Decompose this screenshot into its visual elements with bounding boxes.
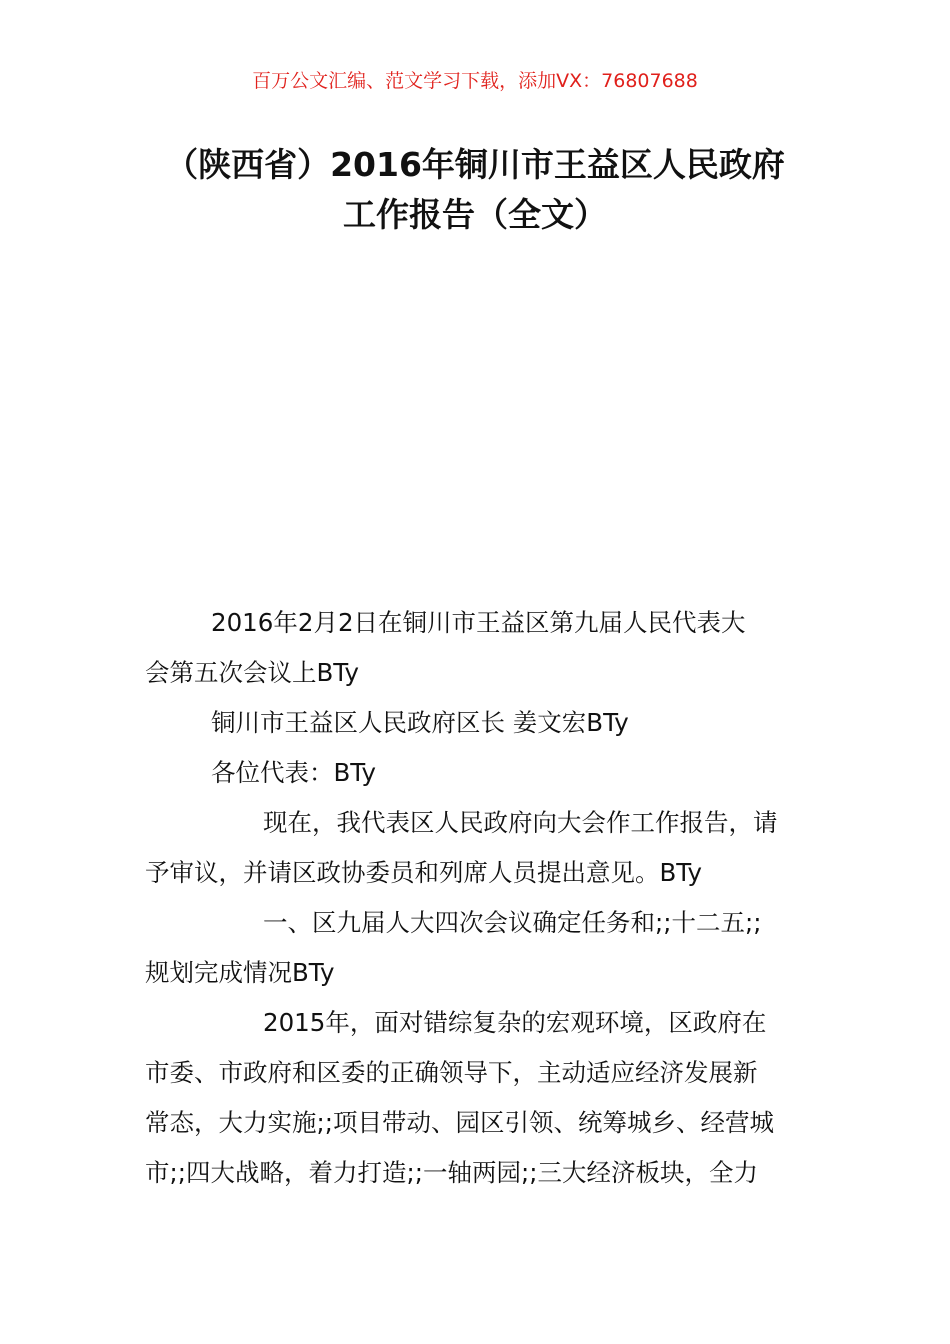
- body-line: 现在，我代表区人民政府向大会作工作报告，请: [263, 808, 778, 837]
- body-line: 各位代表：BTy: [211, 758, 376, 787]
- body-line: 市委、市政府和区委的正确领导下，主动适应经济发展新: [145, 1058, 758, 1087]
- body-line: 市;;四大战略，着力打造;;一轴两园;;三大经济板块，全力: [145, 1158, 759, 1187]
- body-line: 2015年，面对错综复杂的宏观环境，区政府在: [263, 1008, 767, 1037]
- header-note: 百万公文汇编、范文学习下载，添加VX：76807688: [252, 70, 698, 92]
- body-line: 会第五次会议上BTy: [145, 658, 359, 687]
- document-title-line-2: 工作报告（全文）: [343, 195, 607, 234]
- body-line: 铜川市王益区人民政府区长 姜文宏BTy: [211, 708, 629, 737]
- document-body: [145, 598, 810, 1198]
- body-line: 规划完成情况BTy: [145, 958, 335, 987]
- body-line: 予审议，并请区政协委员和列席人员提出意见。BTy: [145, 858, 702, 887]
- document-title-line-1: （陕西省）2016年铜川市王益区人民政府: [165, 145, 785, 184]
- body-line: 一、区九届人大四次会议确定任务和;;十二五;;: [263, 908, 762, 937]
- document-title: [100, 140, 850, 240]
- body-line: 2016年2月2日在铜川市王益区第九届人民代表大: [211, 608, 746, 637]
- body-line: 常态，大力实施;;项目带动、园区引领、统筹城乡、经营城: [145, 1108, 775, 1137]
